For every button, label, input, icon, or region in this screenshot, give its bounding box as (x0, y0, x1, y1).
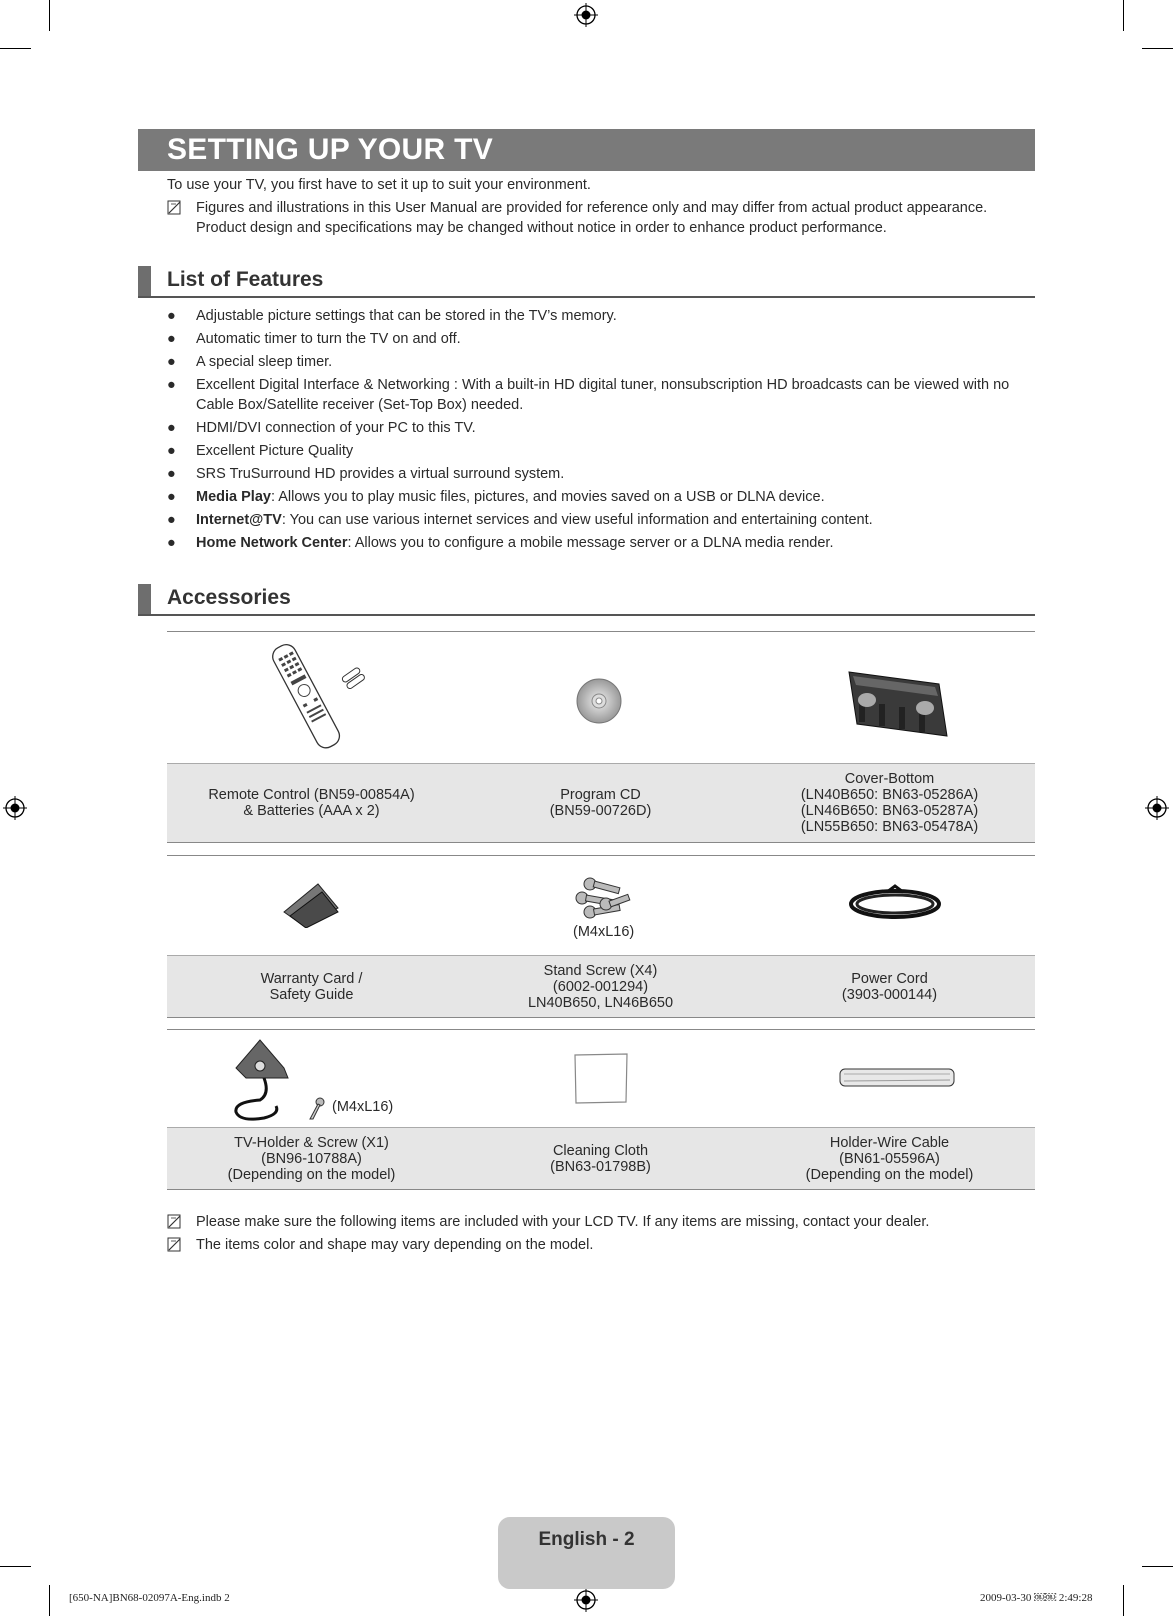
features-list (167, 306, 1037, 556)
accessories-section-header (138, 584, 1035, 616)
features-section-header (138, 266, 1035, 298)
warranty-card-label: Warranty Card / Safety Guide (260, 970, 363, 1003)
bullet-icon: ● (167, 512, 176, 528)
feature-item: ● Excellent Picture Quality (167, 443, 354, 459)
bullet-icon: ● (167, 420, 176, 436)
bottom-note (167, 1235, 1037, 1255)
note-icon (167, 1214, 182, 1229)
crop-mark (0, 1566, 31, 1567)
stand-screw-icon (572, 876, 632, 922)
crop-mark (1142, 1566, 1173, 1567)
page-number-tab (498, 1517, 675, 1589)
crop-mark (1123, 0, 1124, 31)
holder-screw-size: (M4xL16) (332, 1099, 394, 1115)
accessories-label-row (167, 1127, 1035, 1190)
feature-item: ● HDMI/DVI connection of your PC to this TV. (167, 420, 476, 436)
crop-mark (1142, 48, 1173, 49)
feature-item: ● Media Play: Allows you to play music files, pictures, and movies saved on a USB or DLNA device. (167, 489, 825, 505)
feature-item: ● Excellent Digital Interface & Networking : With a built-in HD digital tuner, nonsubscription HD broadcasts can be viewed with no Cable Box/Satellite receiver (Set-Top Box) needed. (167, 377, 1010, 413)
power-cord-label: Power Cord (3903-000144) (841, 970, 938, 1003)
program-cd-icon (575, 677, 623, 725)
crop-mark (49, 0, 50, 31)
remote-control-icon (267, 638, 367, 756)
cover-bottom-label: Cover-Bottom (LN40B650: BN63-05286A) (LN46B650: BN63-05287A) (LN55B650: BN63-05478A) (800, 771, 979, 835)
accessories-label-row (167, 955, 1035, 1018)
bullet-icon: ● (167, 331, 176, 347)
cleaning-cloth-label: Cleaning Cloth (BN63-01798B) (550, 1142, 651, 1175)
accessories-image-row (167, 855, 1035, 955)
bullet-icon: ● (167, 535, 176, 551)
cover-bottom-icon (839, 666, 953, 742)
accessories-label-row (167, 763, 1035, 843)
feature-item: ● Automatic timer to turn the TV on and off. (167, 331, 461, 347)
intro-note-line: Product design and specifications may be changed without notice in order to enhance product performance. (196, 220, 887, 236)
features-heading: List of Features (167, 268, 324, 291)
accessories-image-row (167, 1029, 1035, 1127)
bottom-note-text: Please make sure the following items are included with your LCD TV. If any items are missing, contact your dealer. (196, 1214, 930, 1230)
registration-mark-icon (574, 1588, 598, 1612)
stand-screw-label: Stand Screw (X4) (6002-001294) LN40B650, LN46B650 (527, 962, 674, 1011)
feature-item: ● SRS TruSurround HD provides a virtual surround system. (167, 466, 565, 482)
holder-wire-cable-label: Holder-Wire Cable (BN61-05596A) (Depending on the model) (805, 1134, 974, 1183)
bullet-icon: ● (167, 308, 176, 324)
bullet-icon: ● (167, 489, 176, 505)
screw-icon (307, 1097, 325, 1121)
registration-mark-icon (1145, 796, 1169, 820)
remote-control-label: Remote Control (BN59-00854A) & Batteries (AAA x 2) (208, 787, 415, 819)
program-cd-label: Program CD (BN59-00726D) (549, 787, 652, 819)
feature-item: ● Home Network Center: Allows you to configure a mobile message server or a DLNA media render. (167, 535, 834, 551)
accessories-row-1 (167, 631, 1035, 843)
bottom-note (167, 1212, 1037, 1232)
accessories-row-2 (167, 855, 1035, 1018)
crop-mark (0, 48, 31, 49)
section-marker (138, 584, 151, 614)
holder-wire-cable-icon (838, 1066, 956, 1090)
crop-mark (49, 1585, 50, 1616)
accessories-image-row (167, 631, 1035, 763)
intro-text: To use your TV, you first have to set it up to suit your environment. (167, 177, 591, 193)
tv-holder-icon (230, 1038, 296, 1122)
accessories-row-3 (167, 1029, 1035, 1190)
warranty-card-icon (282, 882, 340, 928)
page-number: English - 2 (538, 1529, 635, 1550)
bullet-icon: ● (167, 377, 176, 393)
page-title-bar (138, 129, 1035, 171)
crop-mark (1123, 1585, 1124, 1616)
bullet-icon: ● (167, 443, 176, 459)
registration-mark-icon (574, 3, 598, 27)
bottom-note-text: The items color and shape may vary depending on the model. (196, 1237, 594, 1253)
intro-note-line: Figures and illustrations in this User Manual are provided for reference only and may differ from actual product appearance. (196, 200, 988, 216)
section-marker (138, 266, 151, 296)
bullet-icon: ● (167, 466, 176, 482)
cleaning-cloth-icon (573, 1052, 629, 1104)
stand-screw-size: (M4xL16) (573, 924, 635, 940)
print-slug-right: 2009-03-30 ￼￼ 2:49:28 (980, 1592, 1093, 1604)
accessories-heading: Accessories (167, 586, 291, 609)
feature-item: ● A special sleep timer. (167, 354, 333, 370)
intro-note (167, 198, 1037, 238)
power-cord-icon (847, 884, 943, 924)
tv-holder-label: TV-Holder & Screw (X1) (BN96-10788A) (Depending on the model) (227, 1134, 396, 1183)
note-icon (167, 1237, 182, 1252)
print-slug-left: [650-NA]BN68-02097A-Eng.indb 2 (69, 1592, 230, 1604)
bullet-icon: ● (167, 354, 176, 370)
note-icon (167, 200, 182, 215)
registration-mark-icon (3, 796, 27, 820)
page-title: SETTING UP YOUR TV (167, 133, 494, 166)
feature-item: ● Adjustable picture settings that can be stored in the TV’s memory. (167, 308, 617, 324)
feature-item: ● Internet@TV: You can use various internet services and view useful information and entertaining content. (167, 512, 873, 528)
